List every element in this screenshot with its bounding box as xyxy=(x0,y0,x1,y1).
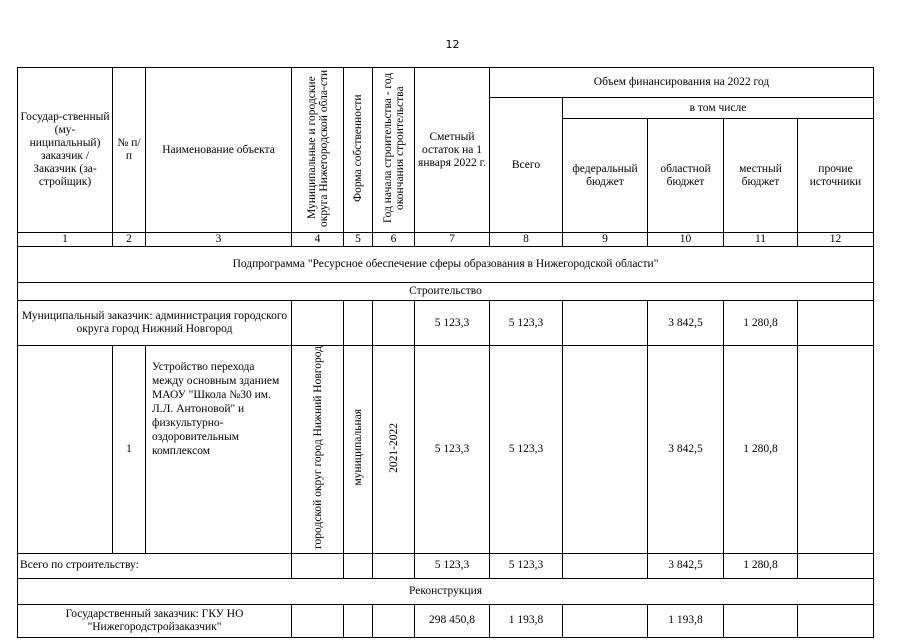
object-federal xyxy=(563,346,648,554)
empty-cell xyxy=(292,604,344,637)
customer-regional: 3 842,5 xyxy=(648,301,724,346)
header-estimate: Сметный остаток на 1 января 2022 г. xyxy=(415,68,490,233)
col-number-cell: 2 xyxy=(113,233,146,247)
state-customer-local xyxy=(724,604,798,637)
object-ownership-text: муниципальная xyxy=(352,409,364,486)
construction-total-estimate: 5 123,3 xyxy=(415,553,490,578)
empty-cell xyxy=(373,604,415,637)
header-customer: Государ-ственный (му-ниципальный) заказчик / Заказчик (за-стройщик) xyxy=(18,68,113,233)
empty-cell xyxy=(373,553,415,578)
empty-cell xyxy=(292,553,344,578)
header-financing: Объем финансирования на 2022 год xyxy=(490,68,874,98)
header-including: в том числе xyxy=(563,98,874,119)
col-number-cell: 10 xyxy=(648,233,724,247)
state-customer-estimate: 298 450,8 xyxy=(415,604,490,637)
empty-cell xyxy=(344,604,373,637)
object-ownership xyxy=(344,346,373,554)
col-number-cell: 9 xyxy=(563,233,648,247)
object-years xyxy=(373,346,415,554)
state-customer-total: 1 193,8 xyxy=(490,604,563,637)
col-number-cell: 5 xyxy=(344,233,373,247)
object-municipality-text: городской округ город Нижний Новгород xyxy=(311,346,324,549)
page-number: 12 xyxy=(445,38,460,51)
header-local: местный бюджет xyxy=(724,119,798,233)
construction-total-total: 5 123,3 xyxy=(490,553,563,578)
object-other xyxy=(798,346,874,554)
construction-total-other xyxy=(798,553,874,578)
object-total: 5 123,3 xyxy=(490,346,563,554)
section-construction: Строительство xyxy=(18,283,874,301)
financing-table xyxy=(17,67,874,638)
object-regional: 3 842,5 xyxy=(648,346,724,554)
object-local: 1 280,8 xyxy=(724,346,798,554)
col-number-cell: 1 xyxy=(18,233,113,247)
header-object-name: Наименование объекта xyxy=(146,68,292,233)
header-regional: областной бюджет xyxy=(648,119,724,233)
col-number-cell: 6 xyxy=(373,233,415,247)
empty-cell xyxy=(344,301,373,346)
object-name: Устройство перехода между основным зданием МАОУ "Школа №30 им. Л.Л. Антоновой" и физкультурно-оздоровительным комплексом xyxy=(146,346,292,554)
header-years xyxy=(373,68,415,233)
header-ownership-text: Форма собственности xyxy=(352,94,364,202)
construction-total-regional: 3 842,5 xyxy=(648,553,724,578)
construction-total-local: 1 280,8 xyxy=(724,553,798,578)
col-number-cell: 3 xyxy=(146,233,292,247)
header-total: Всего xyxy=(490,98,563,233)
empty-cell xyxy=(18,346,113,554)
object-estimate: 5 123,3 xyxy=(415,346,490,554)
empty-cell xyxy=(344,553,373,578)
empty-cell xyxy=(373,301,415,346)
section-reconstruction: Реконструкция xyxy=(18,578,874,604)
customer-other xyxy=(798,301,874,346)
empty-cell xyxy=(292,301,344,346)
subprogram-title: Подпрограмма "Ресурсное обеспечение сферы образования в Нижегородской области" xyxy=(18,247,874,283)
col-number-cell: 11 xyxy=(724,233,798,247)
customer-federal xyxy=(563,301,648,346)
col-number-cell: 4 xyxy=(292,233,344,247)
state-customer-federal xyxy=(563,604,648,637)
customer-estimate: 5 123,3 xyxy=(415,301,490,346)
object-years-text: 2021-2022 xyxy=(387,422,400,473)
header-federal: федеральный бюджет xyxy=(563,119,648,233)
col-number-cell: 7 xyxy=(415,233,490,247)
header-years-text: Год начала строительства - год окончания строительства xyxy=(381,72,406,224)
header-ownership xyxy=(344,68,373,233)
col-number-cell: 12 xyxy=(798,233,874,247)
construction-total-label: Всего по строительству: xyxy=(18,553,292,578)
object-number: 1 xyxy=(113,346,146,554)
object-municipality xyxy=(292,346,344,554)
customer-total: 5 123,3 xyxy=(490,301,563,346)
municipal-customer-name: Муниципальный заказчик: администрация городского округа город Нижний Новгород xyxy=(18,301,292,346)
header-municipality xyxy=(292,68,344,233)
state-customer-name: Государственный заказчик: ГКУ НО "Нижегородстройзаказчик" xyxy=(18,604,292,637)
header-other: прочие источники xyxy=(798,119,874,233)
state-customer-other xyxy=(798,604,874,637)
col-number-cell: 8 xyxy=(490,233,563,247)
construction-total-federal xyxy=(563,553,648,578)
state-customer-regional: 1 193,8 xyxy=(648,604,724,637)
header-municipality-text: Муниципальные и городские округа Нижегородской обла-сти xyxy=(305,69,330,227)
customer-local: 1 280,8 xyxy=(724,301,798,346)
header-number: № п/п xyxy=(113,68,146,233)
